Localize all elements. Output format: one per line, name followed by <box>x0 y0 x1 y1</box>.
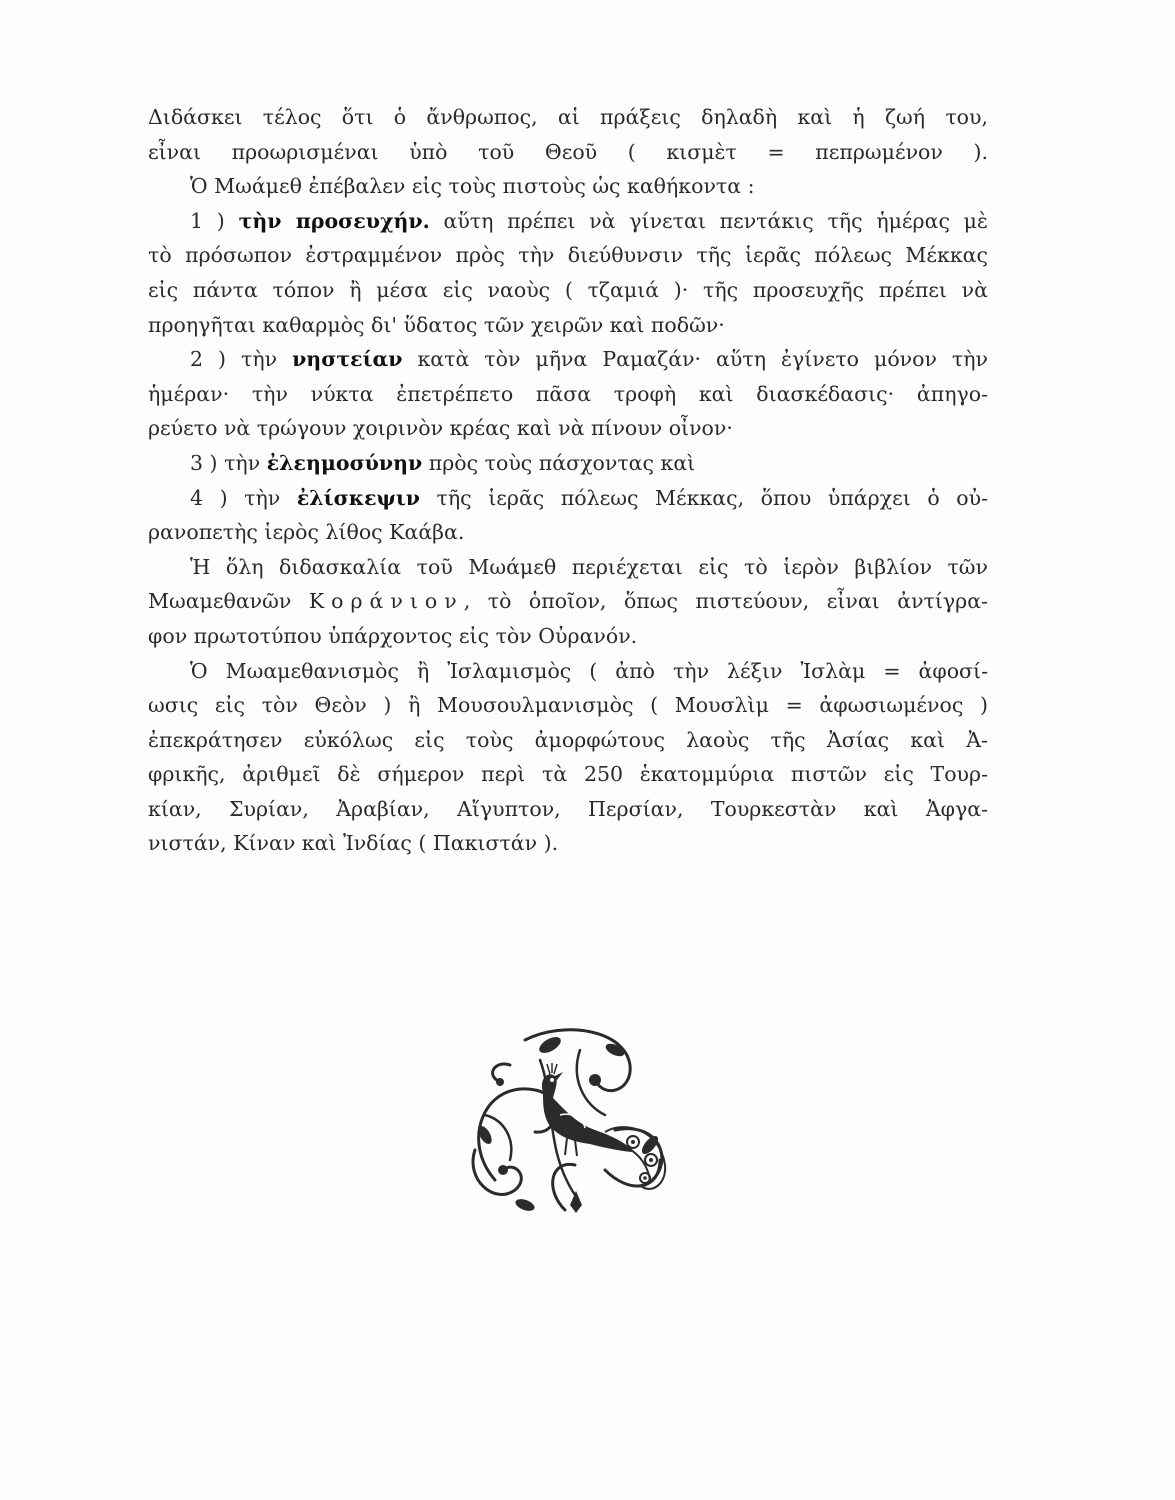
text-line: προηγῆται καθαρμὸς δι' ὕδατος τῶν χειρῶν καὶ ποδῶν· <box>148 312 725 337</box>
text-line: ἐπεκράτησεν εὐκόλως εἰς τοὺς ἀμορφώτους λαοὺς τῆς Ἀσίας καὶ Ἀ- <box>148 727 988 752</box>
list-item-almsgiving <box>148 446 988 481</box>
list-item-fasting <box>148 342 988 377</box>
koran-spaced-word: Κοράνιον <box>308 589 464 614</box>
text-line: κίαν, Συρίαν, Ἀραβίαν, Αἴγυπτον, Περσίαν, Τουρκεστὰν καὶ Ἀφγα- <box>148 796 988 821</box>
text-line: εἰς πάντα τόπον ἢ μέσα εἰς ναοὺς ( τζαμιά )· τῆς προσευχῆς πρέπει νὰ <box>148 277 988 302</box>
text-line: Ὁ Μωάμεθ ἐπέβαλεν εἰς τοὺς πιστοὺς ὡς καθήκοντα : <box>190 174 755 199</box>
list-number: 3 ) τὴν <box>190 450 267 475</box>
list-term: τὴν προσευχήν. <box>238 208 430 233</box>
text-line: ρεύετο νὰ τρώγουν χοιρινὸν κρέας καὶ νὰ πίνουν οἶνον· <box>148 416 733 441</box>
list-item-pilgrimage <box>148 481 988 516</box>
peacock-floral-vignette-icon <box>455 1020 685 1225</box>
text-line: τὸ πρόσωπον ἐστραμμένον πρὸς τὴν διεύθυνσιν τῆς ἱερᾶς πόλεως Μέκκας <box>148 243 988 268</box>
list-term: νηστείαν <box>292 347 403 372</box>
text-line: Ἡ ὅλη διδασκαλία τοῦ Μωάμεθ περιέχεται εἰς τὸ ἱερὸν βιβλίον τῶν <box>190 554 988 579</box>
list-number: 4 ) τὴν <box>190 485 297 510</box>
text-line: ἡμέραν· τὴν νύκτα ἐπετρέπετο πᾶσα τροφὴ καὶ διασκέδασις· ἀπηγο- <box>148 381 988 406</box>
list-text: τῆς ἱερᾶς πόλεως Μέκκας, ὅπου ὑπάρχει ὁ οὐ- <box>419 485 988 510</box>
text-line: εἶναι προωρισμέναι ὑπὸ τοῦ Θεοῦ ( κισμὲτ = πεπρωμένον ). <box>148 139 988 164</box>
list-number: 2 ) τὴν <box>190 347 293 372</box>
text-fragment: Μωαμεθανῶν <box>148 589 309 614</box>
text-line: ρανοπετὴς ἱερὸς λίθος Καάβα. <box>148 520 465 545</box>
list-number: 1 ) <box>190 208 239 233</box>
list-item-prayer <box>148 204 988 239</box>
text-line <box>148 584 988 619</box>
text-fragment: , τὸ ὁποῖον, ὅπως πιστεύουν, εἶναι ἀντίγρα- <box>463 589 988 614</box>
list-text: αὕτη πρέπει νὰ γίνεται πεντάκις τῆς ἡμέρας μὲ <box>429 208 988 233</box>
text-line: φρικῆς, ἀριθμεῖ δὲ σήμερον περὶ τὰ 250 ἑκατομμύρια πιστῶν εἰς Τουρ- <box>148 762 988 787</box>
list-term: ἐλεημοσύνην <box>266 450 423 475</box>
body-text <box>148 100 988 861</box>
list-text: πρὸς τοὺς πάσχοντας καὶ <box>422 450 696 475</box>
list-text: κατὰ τὸν μῆνα Ραμαζάν· αὕτη ἐγίνετο μόνον τὴν <box>402 347 988 372</box>
text-line: Διδάσκει τέλος ὅτι ὁ ἄνθρωπος, αἱ πράξεις δηλαδὴ καὶ ἡ ζωή του, <box>148 105 988 129</box>
list-term: ἐλίσκεψιν <box>296 485 420 510</box>
text-line: νιστάν, Κίναν καὶ Ἰνδίας ( Πακιστάν ). <box>148 831 559 856</box>
text-line: ωσις εἰς τὸν Θεὸν ) ἢ Μουσουλμανισμὸς ( Μουσλὶμ = ἀφωσιωμένος ) <box>148 693 988 718</box>
text-line: Ὁ Μωαμεθανισμὸς ἢ Ἰσλαμισμὸς ( ἀπὸ τὴν λέξιν Ἰσλὰμ = ἀφοσί- <box>190 658 988 683</box>
text-line: φον πρωτοτύπου ὑπάρχοντος εἰς τὸν Οὐρανόν. <box>148 623 638 648</box>
